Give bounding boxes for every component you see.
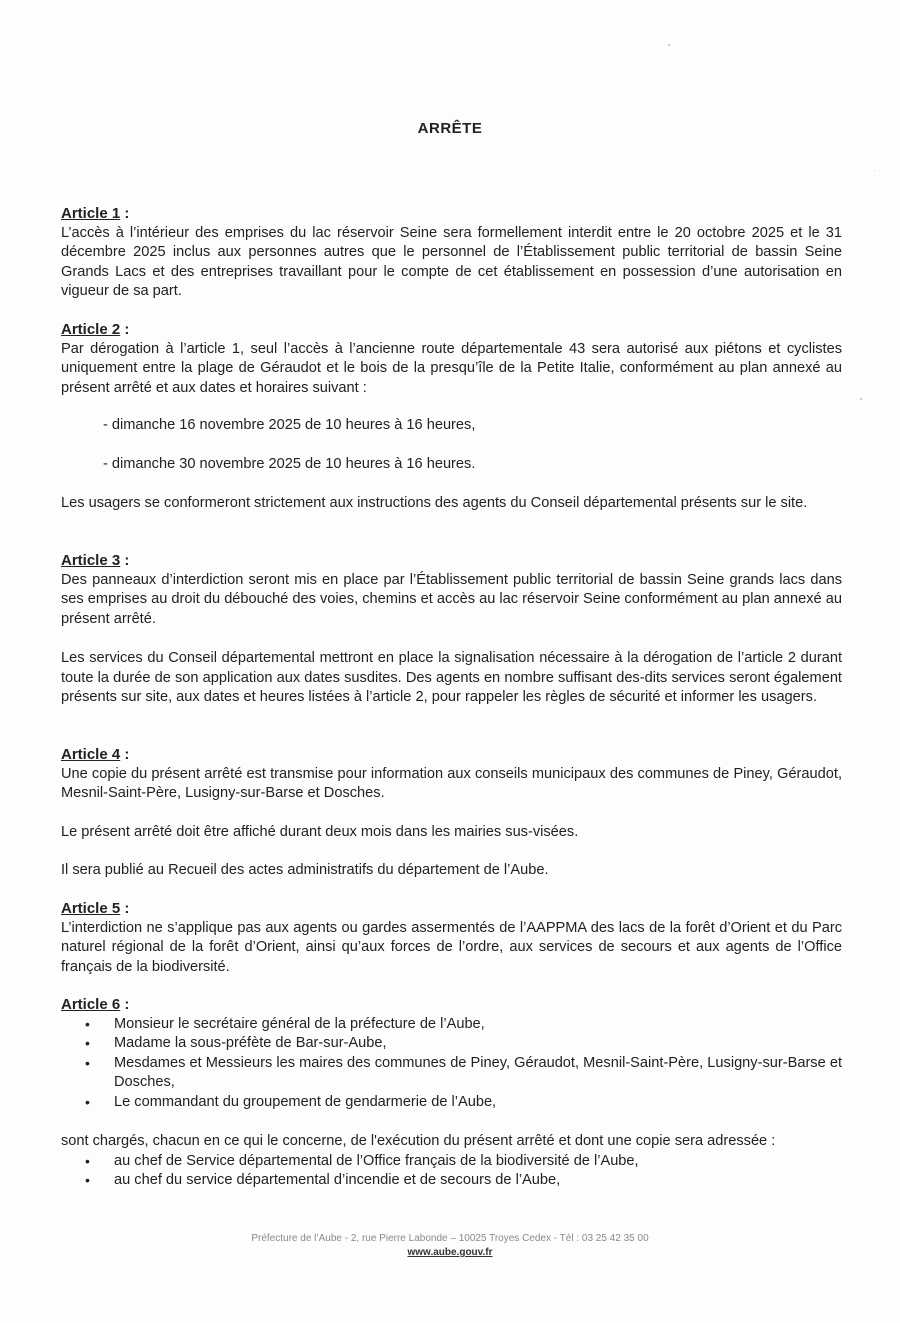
article-2 <box>61 320 842 398</box>
list-item <box>61 1015 842 1035</box>
document-title: ARRÊTE <box>417 120 483 137</box>
list-item-text: Madame la sous-préfète de Bar-sur-Aube, <box>114 1035 387 1051</box>
article-heading: Article 1 : <box>61 205 130 222</box>
article-paragraph: Des panneaux d’interdiction seront mis en place par l’Établissement public territorial de bassin Seine grands lacs dans ses emprises au droit du débouché des voies, chemins et accès au lac réservoir Seine conformément au plan annexé au présent arrêté. <box>61 571 842 627</box>
article-heading: Article 6 : <box>61 996 130 1013</box>
bullet-icon: • <box>85 1015 90 1032</box>
bullet-icon: • <box>85 1172 90 1188</box>
article-heading: Article 4 : <box>61 746 130 763</box>
list-item <box>61 1034 842 1054</box>
list-item <box>61 1054 842 1093</box>
article-paragraph: Il sera publié au Recueil des actes administratifs du département de l’Aube. <box>61 862 549 878</box>
article-label: Article 3 <box>61 552 121 569</box>
footer-website-link[interactable]: www.aube.gouv.fr <box>407 1247 493 1258</box>
list-item-text: Monsieur le secrétaire général de la préfecture de l’Aube, <box>114 1015 485 1032</box>
article-label: Article 6 <box>61 996 121 1013</box>
article-label: Article 2 <box>61 321 121 338</box>
date-item: - dimanche 30 novembre 2025 de 10 heures à 16 heures. <box>103 456 476 472</box>
article-paragraph: L’interdiction ne s’applique pas aux agents ou gardes assermentés de l’AAPPMA des lacs de la forêt d’Orient et du Parc naturel régional de la forêt d’Orient, ainsi qu’aux forces de l’ordre, aux services de secours et aux agents de l’Office français de la biodiversité. <box>61 919 842 975</box>
article-paragraph: Les usagers se conformeront strictement aux instructions des agents du Conseil départemental présents sur le site. <box>61 495 808 511</box>
list-item <box>61 1171 842 1191</box>
list-item-text: Mesdames et Messieurs les maires des communes de Piney, Géraudot, Mesnil-Saint-Père, Lusigny-sur-Barse et Dosches, <box>114 1054 842 1090</box>
article-label: Article 1 <box>61 205 121 222</box>
article-paragraph: Les services du Conseil départemental mettront en place la signalisation nécessaire à la dérogation de l’article 2 durant toute la durée de son application aux dates susdites. Des agents en nombre suffisant des-dits services seront également présents sur site, aux dates et heures listées à l’article 2, pour rappeler les règles de sécurité et informer les usagers. <box>61 650 842 705</box>
responsible-list <box>61 1015 842 1113</box>
list-item-text: au chef du service départemental d’incendie et de secours de l’Aube, <box>114 1172 561 1188</box>
article-heading: Article 5 : <box>61 900 130 917</box>
article-paragraph: Le présent arrêté doit être affiché durant deux mois dans les mairies sus-visées. <box>61 824 579 840</box>
bullet-icon: • <box>85 1093 90 1110</box>
article-paragraph: Une copie du présent arrêté est transmise pour information aux conseils municipaux des communes de Piney, Géraudot, Mesnil-Saint-Père, Lusigny-sur-Barse et Dosches. <box>61 765 842 801</box>
list-item-text: Le commandant du groupement de gendarmerie de l’Aube, <box>114 1093 497 1110</box>
list-item <box>61 1093 842 1113</box>
article-4 <box>61 745 842 804</box>
article-heading: Article 2 : <box>61 321 130 338</box>
article-6 <box>61 995 842 1112</box>
article-label: Article 5 <box>61 900 121 917</box>
article-paragraph: Par dérogation à l’article 1, seul l’accès à l’ancienne route départementale 43 sera autorisé aux piétons et cyclistes uniquement entre la plage de Géraudot et le bois de la presqu’île de la Petite Italie, conformément au plan annexé au présent arrêté et aux dates et horaires suivant : <box>61 340 842 396</box>
article-3 <box>61 551 842 629</box>
bullet-icon: • <box>85 1054 90 1071</box>
footer-address: Préfecture de l’Aube - 2, rue Pierre Labonde – 10025 Troyes Cedex - Tél : 03 25 42 35 00 <box>251 1233 649 1244</box>
article-heading: Article 3 : <box>61 552 130 569</box>
article-label: Article 4 <box>61 746 121 763</box>
scan-speck <box>668 44 670 46</box>
page-footer <box>0 1232 900 1260</box>
article-1 <box>61 204 842 302</box>
list-item <box>61 1152 842 1172</box>
article-5 <box>61 899 842 977</box>
article-6-closing <box>61 1132 842 1191</box>
scan-speck <box>874 170 875 171</box>
article-paragraph: sont chargés, chacun en ce qui le concerne, de l'exécution du présent arrêté et dont une copie sera adressée : <box>61 1133 776 1149</box>
scan-speck <box>860 398 862 400</box>
article-paragraph: L’accès à l’intérieur des emprises du lac réservoir Seine sera formellement interdit entre le 20 octobre 2025 et le 31 décembre 2025 inclus aux personnes autres que le personnel de l’Établissement public territorial de bassin Seine Grands Lacs et des entreprises travaillant pour le compte de cet établissement en possession d’une autorisation en vigueur de sa part. <box>61 224 842 299</box>
recipient-list <box>61 1152 842 1191</box>
bullet-icon: • <box>85 1152 90 1169</box>
list-item-text: au chef de Service départemental de l’Office français de la biodiversité de l’Aube, <box>114 1152 639 1169</box>
date-item: - dimanche 16 novembre 2025 de 10 heures à 16 heures, <box>103 417 476 433</box>
bullet-icon: • <box>85 1035 90 1051</box>
